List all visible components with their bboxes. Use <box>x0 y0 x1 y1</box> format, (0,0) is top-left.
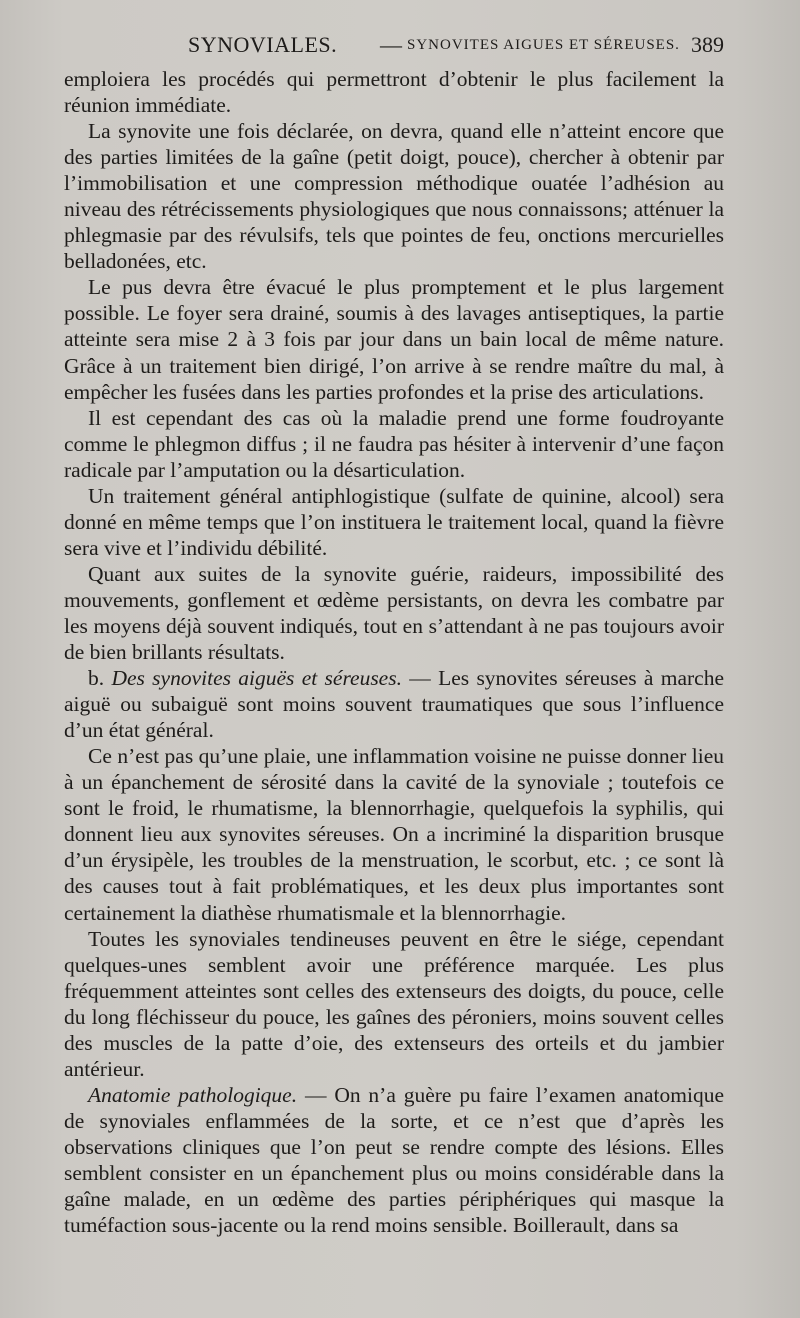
header-subtitle: SYNOVITES AIGUES ET SÉREUSES. <box>407 37 680 53</box>
paragraph: Il est cependant des cas où la maladie prend une forme foudroyante comme le phlegmon diffus ; il ne faudra pas hésiter à intervenir d’une façon radicale par l’amputation ou la désarticulation. <box>64 405 724 482</box>
section-b-dash: — <box>409 666 431 691</box>
paragraph: La synovite une fois déclarée, on devra, quand elle n’atteint encore que des parties limitées de la gaîne (petit doigt, pouce), chercher à obtenir par l’immobilisation et une compression méthodique ouatée l’adhésion au niveau des rétrécissements physiologiques que nous connaissons; atténuer la phlegmasie par des révulsifs, tels que pointes de feu, onctions mercurielles belladonées, etc. <box>64 119 724 274</box>
paragraph: Quant aux suites de la synovite guérie, raideurs, impossibilité des mouvements, gonflement et œdème persistants, on devra les combatre par les moyens déjà souvent indiqués, tout en s’attendant à ne pas toujours avoir de bien brillants résultats. <box>64 561 724 665</box>
section-b-text: Les synovites séreuses à marche aiguë ou subaiguë sont moins souvent traumatiques que sous l’influence d’un état général. <box>64 666 725 743</box>
section-b-paragraph <box>64 665 724 743</box>
body-text <box>64 66 724 1238</box>
page-number: 389 <box>691 32 724 57</box>
paragraph: Toutes les synoviales tendineuses peuvent en être le siége, cependant quelques-unes semblent avoir une préférence marquée. Les plus fréquemment atteintes sont celles des extenseurs des doigts, du pouce, celle du long fléchisseur du pouce, les gaînes des péroniers, moins souvent celles des muscles de la patte d’oie, des extenseurs des orteils et du jambier antérieur. <box>64 926 724 1081</box>
paragraph: Ce n’est pas qu’une plaie, une inflammation voisine ne puisse donner lieu à un épanchement de sérosité dans la cavité de la synoviale ; toutefois ce sont le froid, le rhumatisme, la blennorrhagie, quelquefois la syphilis, qui donnent lieu aux synovites séreuses. On a incriminé la disparition brusque d’un érysipèle, les troubles de la menstruation, le scorbut, etc. ; ce sont là des causes tout à fait problématiques, et les deux plus importantes sont certainement la diathèse rhumatismale et la blennorrhagie. <box>64 744 724 925</box>
anatomy-text: On n’a guère pu faire l’examen anatomique de synoviales enflammées de la sorte, et ce n’est que d’après les observations cliniques que l’on peut se rendre compte des lésions. Elles semblent consister en un épanchement plus ou moins considérable dans la gaîne malade, en un œdème des parties périphériques qui masque la tuméfaction sous-jacente ou la rend moins sensible. Boillerault, dans sa <box>64 1082 725 1238</box>
paragraph: Un traitement général antiphlogistique (sulfate de quinine, alcool) sera donné en même temps que l’on instituera le traitement local, quand la fièvre sera vive et l’individu débilité. <box>64 483 724 560</box>
section-b-marker: b. <box>88 666 105 691</box>
anatomy-heading: Anatomie pathologique. <box>88 1082 298 1107</box>
paragraph: Le pus devra être évacué le plus promptement et le plus largement possible. Le foyer sera drainé, soumis à des lavages antiseptiques, la partie atteinte sera mise 2 à 3 fois par jour dans un bain local de même nature. Grâce à un traitement bien dirigé, l’on arrive à se rendre maître du mal, à empêcher les fusées dans les parties profondes et la prise des articulations. <box>64 275 724 404</box>
anatomy-dash: — <box>304 1082 327 1107</box>
section-b-heading: Des synovites aiguës et séreuses. <box>111 666 402 691</box>
running-header <box>64 32 724 62</box>
anatomy-paragraph <box>64 1082 724 1238</box>
paragraph-continuation: emploiera les procédés qui permettront d’obtenir le plus facilement la réunion immédiate. <box>64 67 724 118</box>
header-title: SYNOVIALES. <box>188 32 338 57</box>
header-dash: — <box>380 32 402 57</box>
